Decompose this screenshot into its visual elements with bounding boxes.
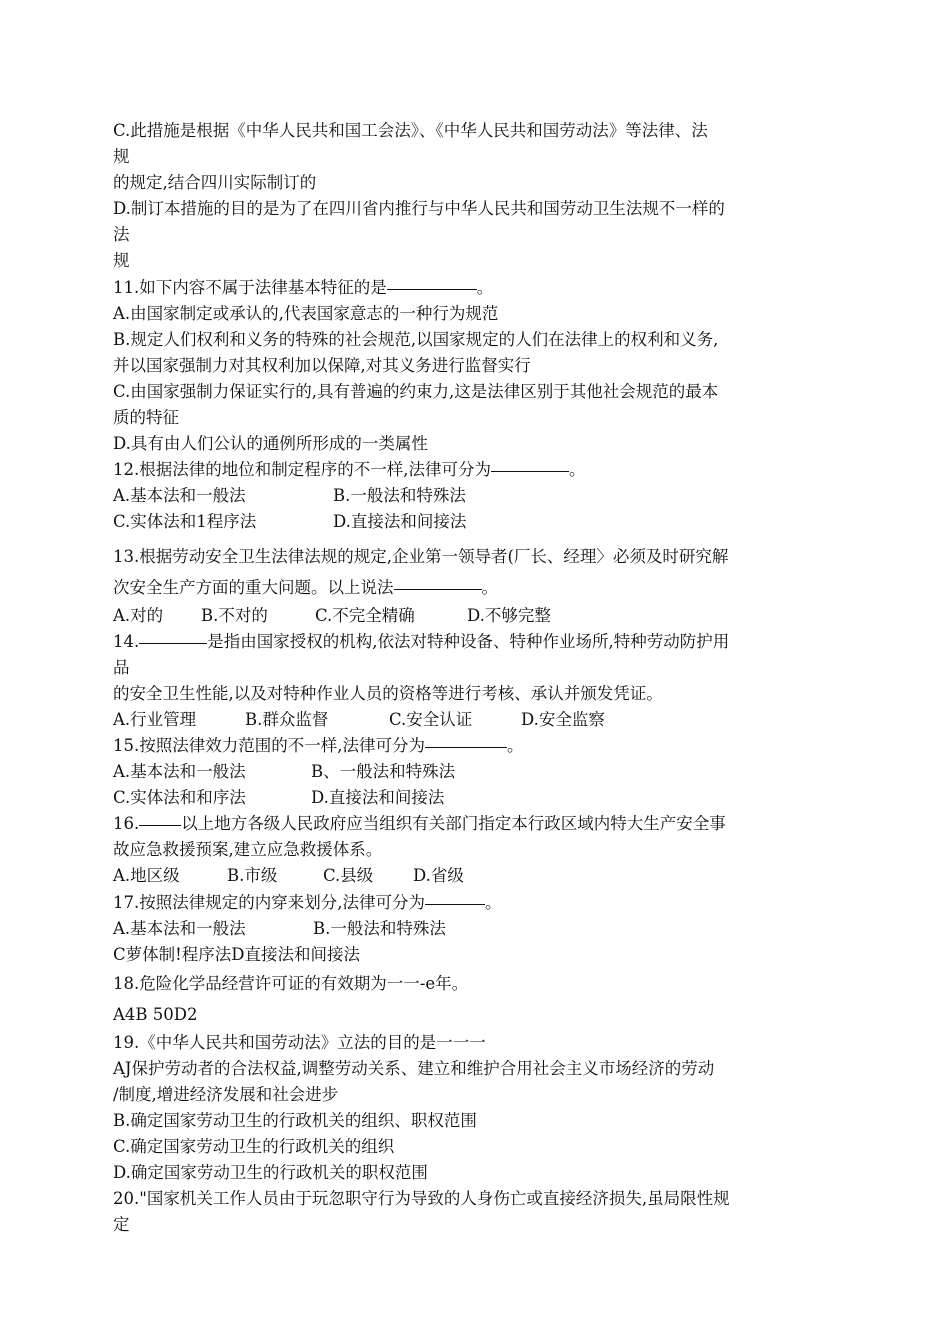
question-12 <box>113 457 838 483</box>
question-19: 19.《中华人民共和国劳动法》立法的目的是一一一 <box>113 1032 486 1052</box>
option-a: A.基本法和一般法 <box>113 762 246 782</box>
question-end: 。 <box>481 577 498 597</box>
option-a: A.基本法和一般法 <box>113 918 246 938</box>
option-a: A.行业管理 <box>113 709 197 729</box>
question-text: 11.如下内容不属于法律基本特征的是 <box>113 277 387 297</box>
option-a: A.地区级 <box>113 866 180 886</box>
options-row <box>113 759 838 785</box>
options-row <box>113 785 838 811</box>
text-line <box>113 572 838 603</box>
option-d: D.直接法和间接法 <box>311 788 445 808</box>
text-line: 并以国家强制力对其权利加以保障,对其义务进行监督实行 <box>113 355 531 375</box>
question-20: 20."国家机关工作人员由于玩忽职守行为导致的人身伤亡或直接经济损失,虽局限性规 <box>113 1189 730 1209</box>
answer-blank <box>491 470 569 472</box>
option-a: AJ保护劳动者的合法权益,调整劳动关系、建立和维护合用社会主义市场经济的劳动 <box>113 1058 715 1078</box>
option-d: D.确定国家劳动卫生的行政机关的职权范围 <box>113 1163 428 1183</box>
question-17 <box>113 890 838 916</box>
option-a: A.由国家制定或承认的,代表国家意志的一种行为规范 <box>113 303 499 323</box>
text-line: /制度,增进经济发展和社会进步 <box>113 1085 339 1104</box>
option-b: B.确定国家劳动卫生的行政机关的组织、职权范围 <box>113 1111 477 1131</box>
option-c: C.实体法和1程序法 <box>113 512 257 532</box>
option-b: B.规定人们权利和义务的特殊的社会规范,以国家规定的人们在法律上的权利和义务, <box>113 329 719 349</box>
text-line: 规 <box>113 251 130 271</box>
answer-blank <box>387 288 477 290</box>
question-11 <box>113 275 838 301</box>
question-text: 15.按照法律效力范围的不一样,法律可分为 <box>113 735 425 755</box>
text-line: 法 <box>113 225 130 245</box>
text-line: 质的特征 <box>113 408 179 428</box>
answer-blank <box>139 824 181 826</box>
options-row <box>113 916 838 942</box>
question-end: 。 <box>507 735 524 755</box>
text-line: 规 <box>113 147 130 167</box>
option-d: D.省级 <box>413 866 464 886</box>
question-text: 以上地方各级人民政府应当组织有关部门指定本行政区域内特大生产安全事 <box>181 814 726 834</box>
text-line: 故应急救援预案,建立应急救援体系。 <box>113 840 383 860</box>
option-d: D.具有由人们公认的通例所形成的一类属性 <box>113 434 428 454</box>
question-18: 18.危险化学品经营许可证的有效期为一一-e年。 <box>113 973 469 993</box>
text-line: 的安全卫生性能,以及对特种作业人员的资格等进行考核、承认并颁发凭证。 <box>113 683 663 703</box>
answer-blank <box>394 588 482 590</box>
options-row: C萝体制!程序法D直接法和间接法 <box>113 944 360 964</box>
option-c: C.安全认证 <box>389 709 473 729</box>
question-text: 16. <box>113 814 140 834</box>
option-d: D.不够完整 <box>467 605 551 625</box>
option-c: C.确定国家劳动卫生的行政机关的组织 <box>113 1137 395 1157</box>
question-15 <box>113 733 838 759</box>
text-line: C.此措施是根据《中华人民共和国工会法》、《中华人民共和国劳动法》等法律、法 <box>113 121 708 140</box>
answer-blank <box>425 903 485 905</box>
answer-blank <box>139 642 207 644</box>
options-row: A4B 50D2 <box>113 1004 198 1024</box>
option-b: B.一般法和特殊法 <box>333 486 466 506</box>
option-a: A.对的 <box>113 605 164 625</box>
option-b: B.不对的 <box>201 605 268 625</box>
text-line: D.制订本措施的目的是为了在四川省内推行与中华人民共和国劳动卫生法规不一样的 <box>113 199 725 219</box>
option-b: B.一般法和特殊法 <box>313 918 446 938</box>
options-row <box>113 509 838 535</box>
question-13: 13.根据劳动安全卫生法律法规的规定,企业第一领导者(厂长、经理〉必须及时研究解 <box>113 546 729 566</box>
answer-blank <box>425 746 507 748</box>
option-b: B、一般法和特殊法 <box>311 762 456 782</box>
question-text: 12.根据法律的地位和制定程序的不一样,法律可分为 <box>113 460 491 480</box>
option-d: D.安全监察 <box>521 709 605 729</box>
option-b: B.群众监督 <box>245 709 329 729</box>
question-end: 。 <box>485 892 502 912</box>
options-row <box>113 863 838 889</box>
option-c: C.不完全精确 <box>315 605 415 625</box>
question-14 <box>113 629 838 655</box>
text-line: 定 <box>113 1215 130 1235</box>
option-d: D.直接法和间接法 <box>333 512 467 532</box>
question-text: 17.按照法律规定的内穿来划分,法律可分为 <box>113 892 425 912</box>
option-c: C.县级 <box>323 866 374 886</box>
question-end: 。 <box>476 277 494 297</box>
question-16 <box>113 811 838 837</box>
option-c: C.由国家强制力保证实行的,具有普遍的约束力,这是法律区别于其他社会规范的最本 <box>113 381 719 401</box>
question-text: 次安全生产方面的重大问题。以上说法 <box>113 577 394 597</box>
text-line: 的规定,结合四川实际制订的 <box>113 173 317 193</box>
options-row <box>113 603 838 629</box>
option-b: B.市级 <box>227 866 278 886</box>
options-row <box>113 483 838 509</box>
options-row <box>113 707 838 733</box>
question-text: 是指由国家授权的机构,依法对特种设备、特种作业场所,特种劳动防护用 <box>207 631 730 651</box>
question-text: 14. <box>113 631 140 651</box>
text-line: 品 <box>113 657 130 677</box>
option-c: C.实体法和和序法 <box>113 788 246 808</box>
option-a: A.基本法和一般法 <box>113 486 246 506</box>
document-page <box>113 118 838 1239</box>
question-end: 。 <box>569 460 586 480</box>
